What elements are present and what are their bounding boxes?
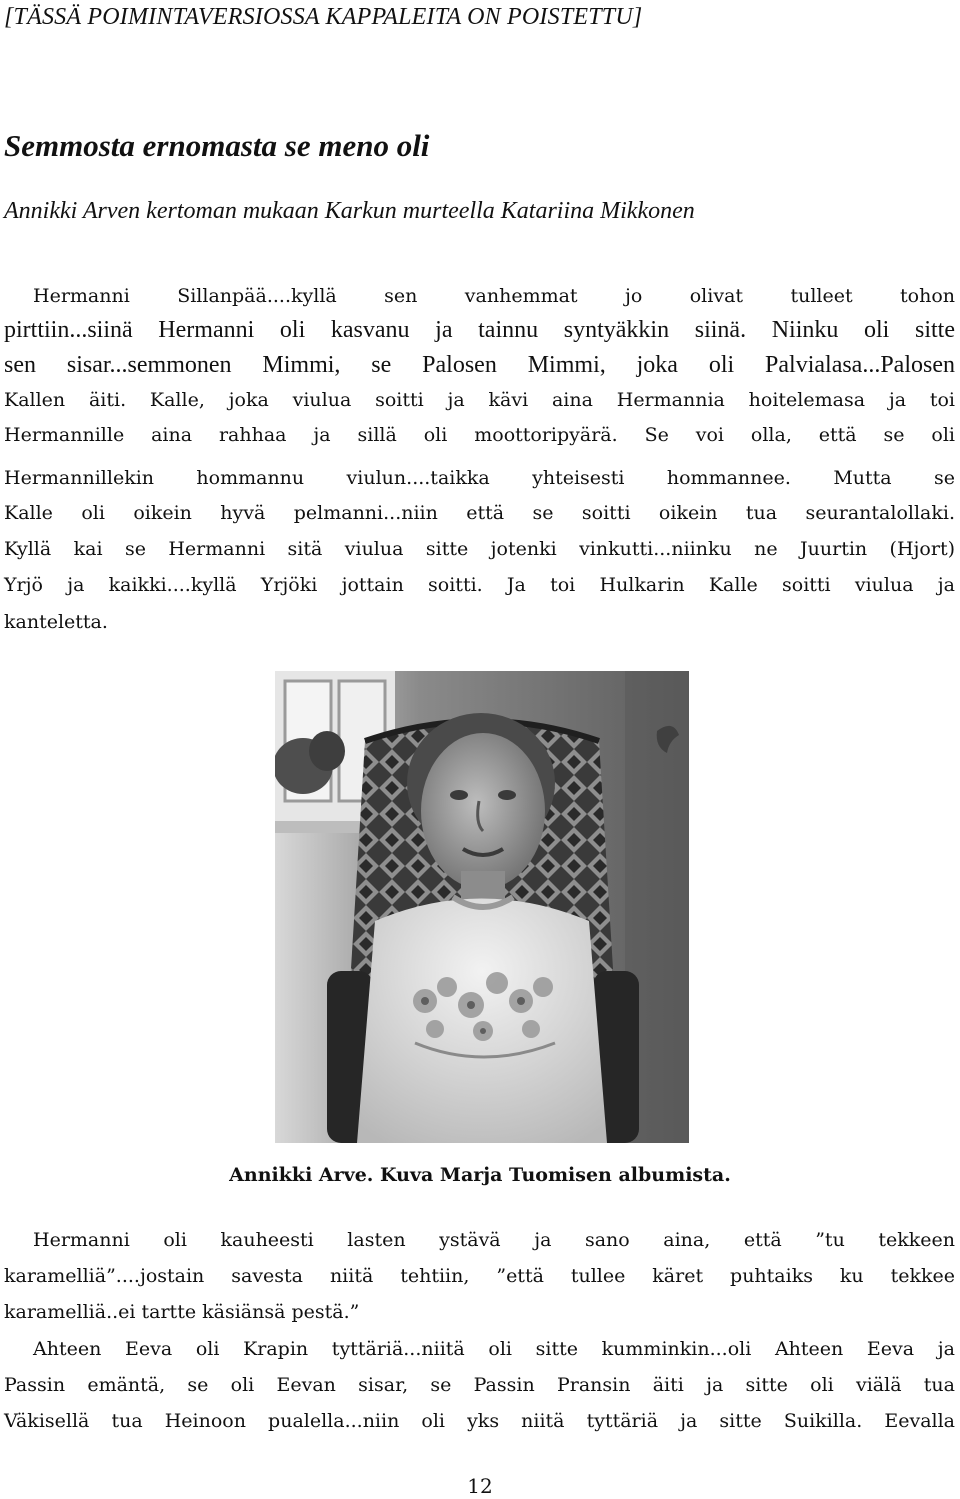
paragraph-line: Hermanni oli kauheesti lasten ystävä ja sano aina, että ”tu tekkeen [33,1229,955,1251]
page-number: 12 [467,1474,493,1498]
paragraph-line: Hermanni Sillanpää....kyllä sen vanhemmat jo olivat tulleet tohon [33,285,955,307]
story-title: Semmosta ernomasta se meno oli [4,128,430,163]
paragraph-line: Ahteen Eeva oli Krapin tyttäriä...niitä oli sitte kumminkin...oli Ahteen Eeva ja [33,1338,955,1360]
paragraph-line: pirttiin...siinä Hermanni oli kasvanu ja tainnu syntyäkkin siinä. Niinku oli sitte [4,317,955,343]
paragraph-line: Hermannillekin hommannu viulun....taikka yhteisesti hommannee. Mutta se [4,467,955,489]
paragraph-line: Passin emäntä, se oli Eevan sisar, se Passin Pransin äiti ja sitte oli viälä tua [4,1374,955,1396]
paragraph-line: Väkisellä tua Heinoon pualella...niin oli yks niitä tyttäriä ja sitte Suikilla. Eevalla [4,1410,955,1432]
removed-paragraphs-notice: [TÄSSÄ POIMINTAVERSIOSSA KAPPALEITA ON POISTETTU] [4,4,643,30]
portrait-illustration [275,671,689,1143]
story-byline: Annikki Arven kertoman mukaan Karkun murteella Katariina Mikkonen [4,198,695,224]
portrait-photo [275,671,689,1143]
paragraph-line: karamelliä..ei tartte käsiänsä pestä.” [4,1301,360,1323]
paragraph-line: Yrjö ja kaikki....kyllä Yrjöki jottain soitti. Ja toi Hulkarin Kalle soitti viulua ja [4,574,955,596]
paragraph-line: Kyllä kai se Hermanni sitä viulua sitte jotenki vinkutti...niinku ne Juurtin (Hjort) [4,538,955,560]
paragraph-line: Kallen äiti. Kalle, joka viulua soitti ja kävi aina Hermannia hoitelemasa ja toi [4,389,955,411]
paragraph-line: karamelliä”....jostain savesta niitä tehtiin, ”että tullee käret puhtaiks ku tekkee [4,1265,955,1287]
paragraph-line: sen sisar...semmonen Mimmi, se Palosen Mimmi, joka oli Palvialasa...Palosen [4,352,955,378]
photo-caption: Annikki Arve. Kuva Marja Tuomisen albumista. [229,1164,731,1186]
paragraph-line: Kalle oli oikein hyvä pelmanni...niin että se soitti oikein tua seurantalollaki. [4,502,955,524]
paragraph-line: kanteletta. [4,611,108,633]
paragraph-line: Hermannille aina rahhaa ja sillä oli moottoripyärä. Se voi olla, että se oli [4,424,955,446]
